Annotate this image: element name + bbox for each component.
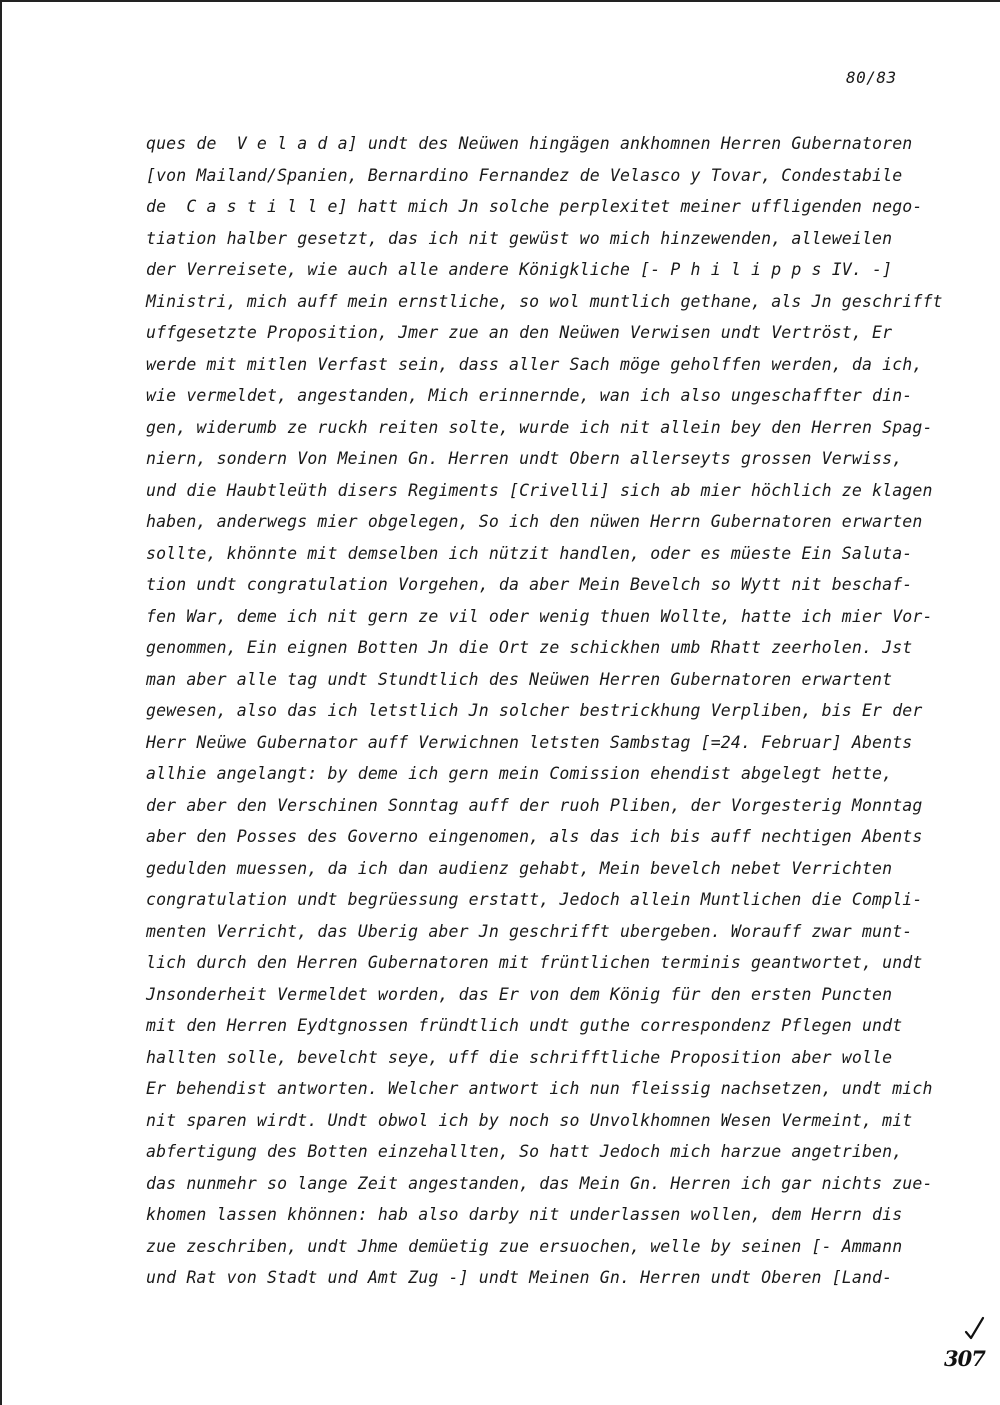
text-line: tion undt congratulation Vorgehen, da aber Mein Bevelch so Wytt nit beschaf- (146, 575, 913, 594)
archive-stamp (944, 1316, 990, 1388)
text-line: zue zeschriben, undt Jhme demüetig zue ersuochen, welle by seinen [- Ammann (146, 1236, 903, 1256)
text-line: man aber alle tag undt Stundtlich des Neüwen Herren Gubernatoren erwartent (146, 669, 893, 689)
text-line: aber den Posses des Governo eingenomen, als das ich bis auff nechtigen Abents (146, 827, 923, 846)
text-line: und Rat von Stadt und Amt Zug -] undt Meinen Gn. Herren undt Oberen [Land- (146, 1268, 893, 1287)
text-line: congratulation undt begrüessung erstatt, Jedoch allein Muntlichen die Compli- (146, 890, 923, 909)
text-line: sollte, khönnte mit demselben ich nützit handlen, oder es müeste Ein Saluta- (146, 543, 913, 563)
text-line: niern, sondern Von Meinen Gn. Herren undt Obern allerseyts grossen Verwiss, (146, 449, 903, 468)
text-line: werde mit mitlen Verfast sein, dass aller Sach möge geholffen werden, da ich, (146, 354, 923, 374)
text-line: Ministri, mich auff mein ernstliche, so wol muntlich gethane, als Jn geschrifft (146, 291, 943, 311)
text-line: mit den Herren Eydtgnossen fründtlich undt guthe correspondenz Pflegen undt (146, 1016, 903, 1035)
text-line: gedulden muessen, da ich dan audienz gehabt, Mein bevelch nebet Verrichten (146, 858, 893, 878)
text-line: und die Haubtleüth disers Regiments [Crivelli] sich ab mier höchlich ze klagen (146, 480, 933, 500)
text-line: fen War, deme ich nit gern ze vil oder wenig thuen Wollte, hatte ich mier Vor- (146, 606, 933, 626)
text-line: hallten solle, bevelcht seye, uff die schrifftliche Proposition aber wolle (146, 1047, 893, 1067)
text-line: [von Mailand/Spanien, Bernardino Fernandez de Velasco y Tovar, Condestabile (146, 165, 903, 185)
text-line: Jnsonderheit Vermeldet worden, das Er von dem König für den ersten Puncten (146, 984, 893, 1004)
text-line: gen, widerumb ze ruckh reiten solte, wurde ich nit allein bey den Herren Spag- (146, 417, 933, 437)
page-border-top (0, 0, 1000, 2)
text-line: ques de V e l a d a] undt des Neüwen hingägen ankhomnen Herren Gubernatoren (146, 134, 913, 153)
text-line: haben, anderwegs mier obgelegen, So ich den nüwen Herrn Gubernatoren erwarten (146, 512, 923, 531)
transcription-body (146, 128, 966, 1294)
text-line: uffgesetzte Proposition, Jmer zue an den Neüwen Verwisen undt Vertröst, Er (146, 323, 893, 342)
text-line: menten Verricht, das Uberig aber Jn geschrifft ubergeben. Worauff zwar munt- (146, 921, 913, 941)
text-line: lich durch den Herren Gubernatoren mit früntlichen terminis geantwortet, undt (146, 953, 923, 972)
text-line: gewesen, also das ich letstlich Jn solcher bestrickhung Verpliben, bis Er der (146, 701, 923, 720)
text-line: wie vermeldet, angestanden, Mich erinnernde, wan ich also ungeschaffter din- (146, 386, 913, 405)
page-number: 80/83 (846, 68, 897, 87)
text-line: de C a s t i l l e] hatt mich Jn solche perplexitet meiner uffligenden nego- (146, 197, 923, 216)
text-line: der aber den Verschinen Sonntag auff der ruoh Pliben, der Vorgesterig Monntag (146, 795, 923, 815)
text-line: Herr Neüwe Gubernator auff Verwichnen letsten Sambstag [=24. Februar] Abents (146, 732, 913, 752)
text-line: der Verreisete, wie auch alle andere Königkliche [- P h i l i p p s IV. -] (146, 260, 893, 279)
text-line: khomen lassen khönnen: hab also darby nit underlassen wollen, dem Herrn dis (146, 1205, 903, 1224)
checkmark-icon (962, 1316, 986, 1342)
page-border-left (0, 0, 2, 1405)
archive-stamp-number: 307 (944, 1346, 985, 1371)
text-line: nit sparen wirdt. Undt obwol ich by noch so Unvolkhomnen Wesen Vermeint, mit (146, 1110, 913, 1130)
text-line: abfertigung des Botten einzehallten, So hatt Jedoch mich harzue angetriben, (146, 1142, 903, 1161)
text-line: tiation halber gesetzt, das ich nit gewüst wo mich hinzewenden, alleweilen (146, 228, 893, 248)
text-line: allhie angelangt: by deme ich gern mein Comission ehendist abgelegt hette, (146, 764, 893, 783)
text-line: Er behendist antworten. Welcher antwort ich nun fleissig nachsetzen, undt mich (146, 1079, 933, 1098)
text-line: das nunmehr so lange Zeit angestanden, das Mein Gn. Herren ich gar nichts zue- (146, 1173, 933, 1193)
text-line: genommen, Ein eignen Botten Jn die Ort ze schickhen umb Rhatt zeerholen. Jst (146, 638, 913, 657)
